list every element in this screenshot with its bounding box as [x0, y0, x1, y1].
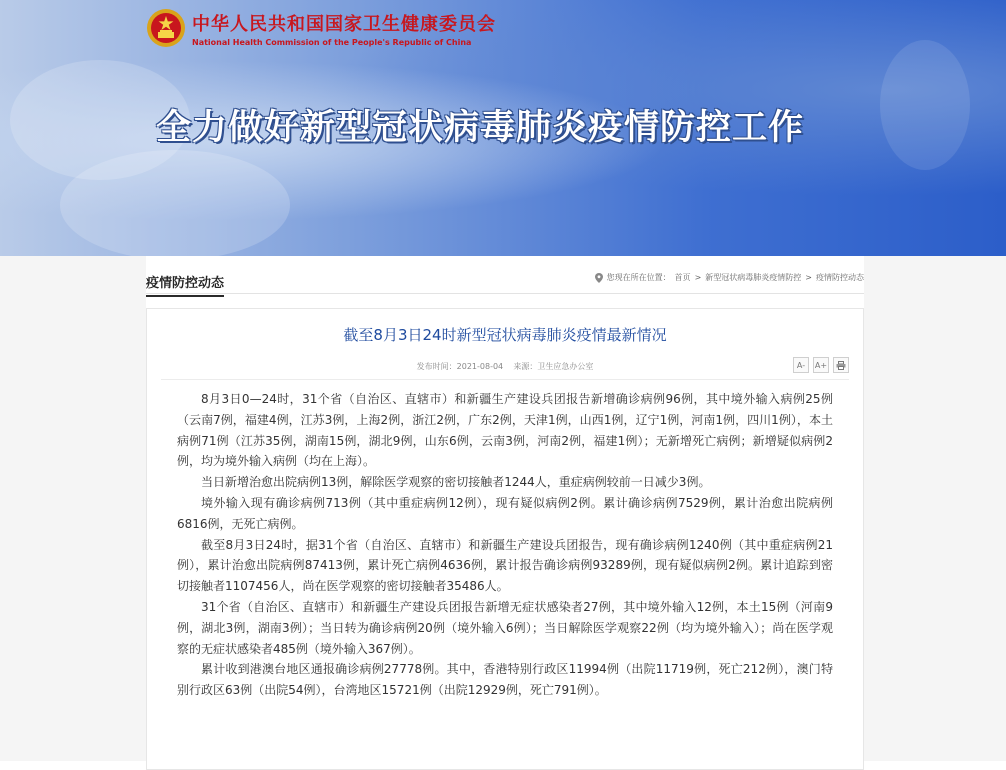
print-icon [836, 361, 846, 370]
breadcrumb-epidemic-control[interactable]: 新型冠状病毒肺炎疫情防控 [705, 273, 802, 282]
article-card [146, 308, 864, 770]
banner-decoration [880, 40, 970, 170]
source-label: 来源： [513, 362, 538, 371]
location-pin-icon [595, 273, 603, 283]
article-paragraph: 境外输入现有确诊病例713例（其中重症病例12例），现有疑似病例2例。累计确诊病例7529例，累计治愈出院病例6816例，无死亡病例。 [177, 495, 833, 531]
org-name-en: National Health Commission of the People's Republic of China [192, 38, 472, 47]
publish-date: 2021-08-04 [456, 362, 504, 371]
content-panel [146, 256, 864, 761]
national-emblem-icon [146, 8, 186, 48]
article-paragraph: 累计收到港澳台地区通报确诊病例27778例。其中，香港特别行政区11994例（出院11719例，死亡212例），澳门特别行政区63例（出院54例），台湾地区15721例（出院12929例，死亡791例）。 [177, 662, 833, 698]
font-decrease-button[interactable]: A- [793, 357, 809, 373]
org-name-cn[interactable]: 中华人民共和国国家卫生健康委员会 [192, 14, 496, 35]
source: 卫生应急办公室 [537, 362, 594, 371]
section-divider [146, 293, 864, 294]
breadcrumb-prefix: 您现在所在位置： [606, 273, 671, 282]
article-divider [161, 379, 849, 380]
article-paragraph: 当日新增治愈出院病例13例，解除医学观察的密切接触者1244人，重症病例较前一日减少3例。 [201, 475, 711, 490]
header-banner [0, 0, 1006, 256]
print-button[interactable] [833, 357, 849, 373]
article-tools [793, 357, 849, 373]
article-title: 截至8月3日24时新型冠状病毒肺炎疫情最新情况 [343, 326, 667, 344]
article-meta [147, 361, 863, 372]
breadcrumb-home[interactable]: 首页 [674, 273, 691, 282]
article-paragraph: 8月3日0—24时，31个省（自治区、直辖市）和新疆生产建设兵团报告新增确诊病例96例，其中境外输入病例25例（云南7例，福建4例，江苏3例，上海2例，浙江2例，广东2例，天津1例，山西1例，辽宁1例，河南1例，四川1例），本土病例71例（江苏35例，湖南15例，湖北9例，山东6例，云南3例，河南2例，福建1例）；无新增死亡病例；新增疑似病例2例，均为境外输入病例（均在上海）。 [177, 392, 833, 469]
breadcrumb-separator: > [694, 273, 702, 282]
article-paragraph: 31个省（自治区、直辖市）和新疆生产建设兵团报告新增无症状感染者27例，其中境外输入12例，本土15例（河南9例，湖北3例，湖南3例）；当日转为确诊病例20例（境外输入6例）；当日解除医学观察22例（均为境外输入）；尚在医学观察的无症状感染者485例（境外输入367例）。 [177, 599, 833, 656]
section-title: 疫情防控动态 [146, 272, 224, 297]
publish-date-label: 发布时间： [416, 362, 457, 371]
breadcrumb-separator: > [805, 273, 812, 282]
article-paragraph: 截至8月3日24时，据31个省（自治区、直辖市）和新疆生产建设兵团报告，现有确诊病例1240例（其中重症病例21例），累计治愈出院病例87413例，累计死亡病例4636例，累计报告确诊病例93289例，现有疑似病例2例。累计追踪到密切接触者1107456人，尚在医学观察的密切接触者35486人。 [177, 537, 833, 594]
article-body [177, 389, 833, 701]
banner-slogan: 全力做好新型冠状病毒肺炎疫情防控工作 [156, 108, 805, 148]
breadcrumb-current[interactable]: 疫情防控动态 [816, 273, 864, 282]
banner-decoration [60, 150, 290, 256]
font-increase-button[interactable]: A+ [813, 357, 829, 373]
breadcrumb [595, 272, 864, 283]
